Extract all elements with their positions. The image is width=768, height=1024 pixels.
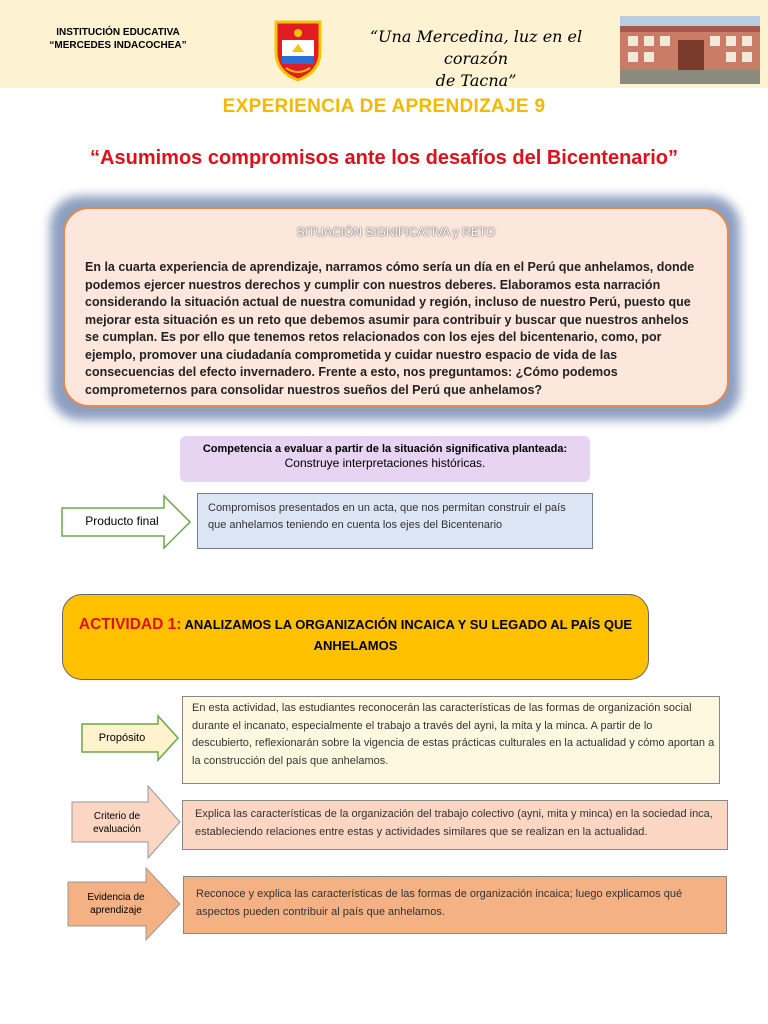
activity-title-line2: ANHELAMOS xyxy=(313,638,398,653)
activity-prefix: ACTIVIDAD 1: xyxy=(78,616,182,633)
evidence-label-line2: aprendizaje xyxy=(90,905,142,916)
school-name-line1: INSTITUCIÓN EDUCATIVA xyxy=(56,27,180,38)
criterion-label xyxy=(74,810,160,836)
header-banner xyxy=(0,0,768,88)
situation-text: En la cuarta experiencia de aprendizaje, narramos cómo sería un día en el Perú que anhelamos, donde podemos ejercer nuestros derechos y cumplir con nuestros deberes. Elaboramos esta narración considerando la situación actual de nuestra comunidad y región, incluso de nuestro Perú, puesto que mejorar esta situación es un reto que debemos asumir para contribuir y buscar que nuestros anhelos se cumplan. Es por ello que tenemos retos relacionados con los ejes del bicentenario, como, por ejemplo, promover una ciudadanía comprometida y cuidar nuestro espacio de vida de las consecuencias del efecto invernadero. Frente a esto, nos preguntamos: ¿Cómo podemos comprometernos para consolidar nuestros sueños del Perú que anhelamos? xyxy=(85,260,695,397)
activity-title-text: ANALIZAMOS LA ORGANIZACIÓN INCAICA Y SU LEGADO AL PAÍS QUE xyxy=(184,617,633,632)
competence-box xyxy=(180,436,590,482)
activity-banner xyxy=(62,594,649,680)
purpose-box xyxy=(182,696,720,784)
criterion-label-line1: Criterio de xyxy=(93,811,141,822)
school-motto xyxy=(336,26,616,92)
page-title: EXPERIENCIA DE APRENDIZAJE 9 xyxy=(222,96,546,117)
motto-line1: “Una Mercedina, luz en el corazón xyxy=(369,27,583,68)
product-label: Producto final xyxy=(85,514,159,528)
competence-label: Competencia a evaluar a partir de la situación significativa planteada: xyxy=(202,443,568,455)
school-name xyxy=(28,26,208,52)
criterion-label-line2: evaluación xyxy=(93,824,141,835)
purpose-label: Propósito xyxy=(98,732,146,744)
evidence-text: Reconoce y explica las características de las formas de organización incaica; luego explicamos qué aspectos pueden contribuir al país que anhelamos. xyxy=(196,888,683,918)
school-crest-icon xyxy=(272,18,324,82)
product-text: Compromisos presentados en un acta, que nos permitan construir el país que anhelamos teniendo en cuenta los ejes del Bicentenario xyxy=(208,502,566,531)
purpose-text: En esta actividad, las estudiantes reconocerán las características de las formas de organización social durante el incanato, especialmente el trabajo a través del ayni, la mita y la minca. A partir de lo descubierto, reflexionarán sobre la vigencia de estas prácticas culturales en la actualidad y cómo aportan a la construcción del país que anhelamos. xyxy=(192,702,715,767)
motto-line2: de Tacna” xyxy=(435,71,517,90)
criterion-text: Explica las características de la organización del trabajo colectivo (ayni, mita y minca) en la sociedad inca, estableciendo relaciones entre estas y actividades similares que se realizan en la actualidad. xyxy=(195,808,713,838)
evidence-box xyxy=(183,876,727,934)
school-name-line2: “MERCEDES INDACOCHEA” xyxy=(49,40,187,51)
criterion-box xyxy=(182,800,728,850)
page-subtitle: “Asumimos compromisos ante los desafíos del Bicentenario” xyxy=(90,147,678,169)
competence-value: Construye interpretaciones históricas. xyxy=(284,456,486,470)
product-box xyxy=(197,493,593,549)
activity-title-line1 xyxy=(63,616,648,634)
situation-heading: SITUACIÓN SIGNIFICATIVA y RETO xyxy=(296,225,496,239)
evidence-label xyxy=(68,891,164,917)
evidence-label-line1: Evidencia de xyxy=(87,892,145,903)
school-building-photo xyxy=(620,16,760,84)
situation-box xyxy=(63,207,729,407)
